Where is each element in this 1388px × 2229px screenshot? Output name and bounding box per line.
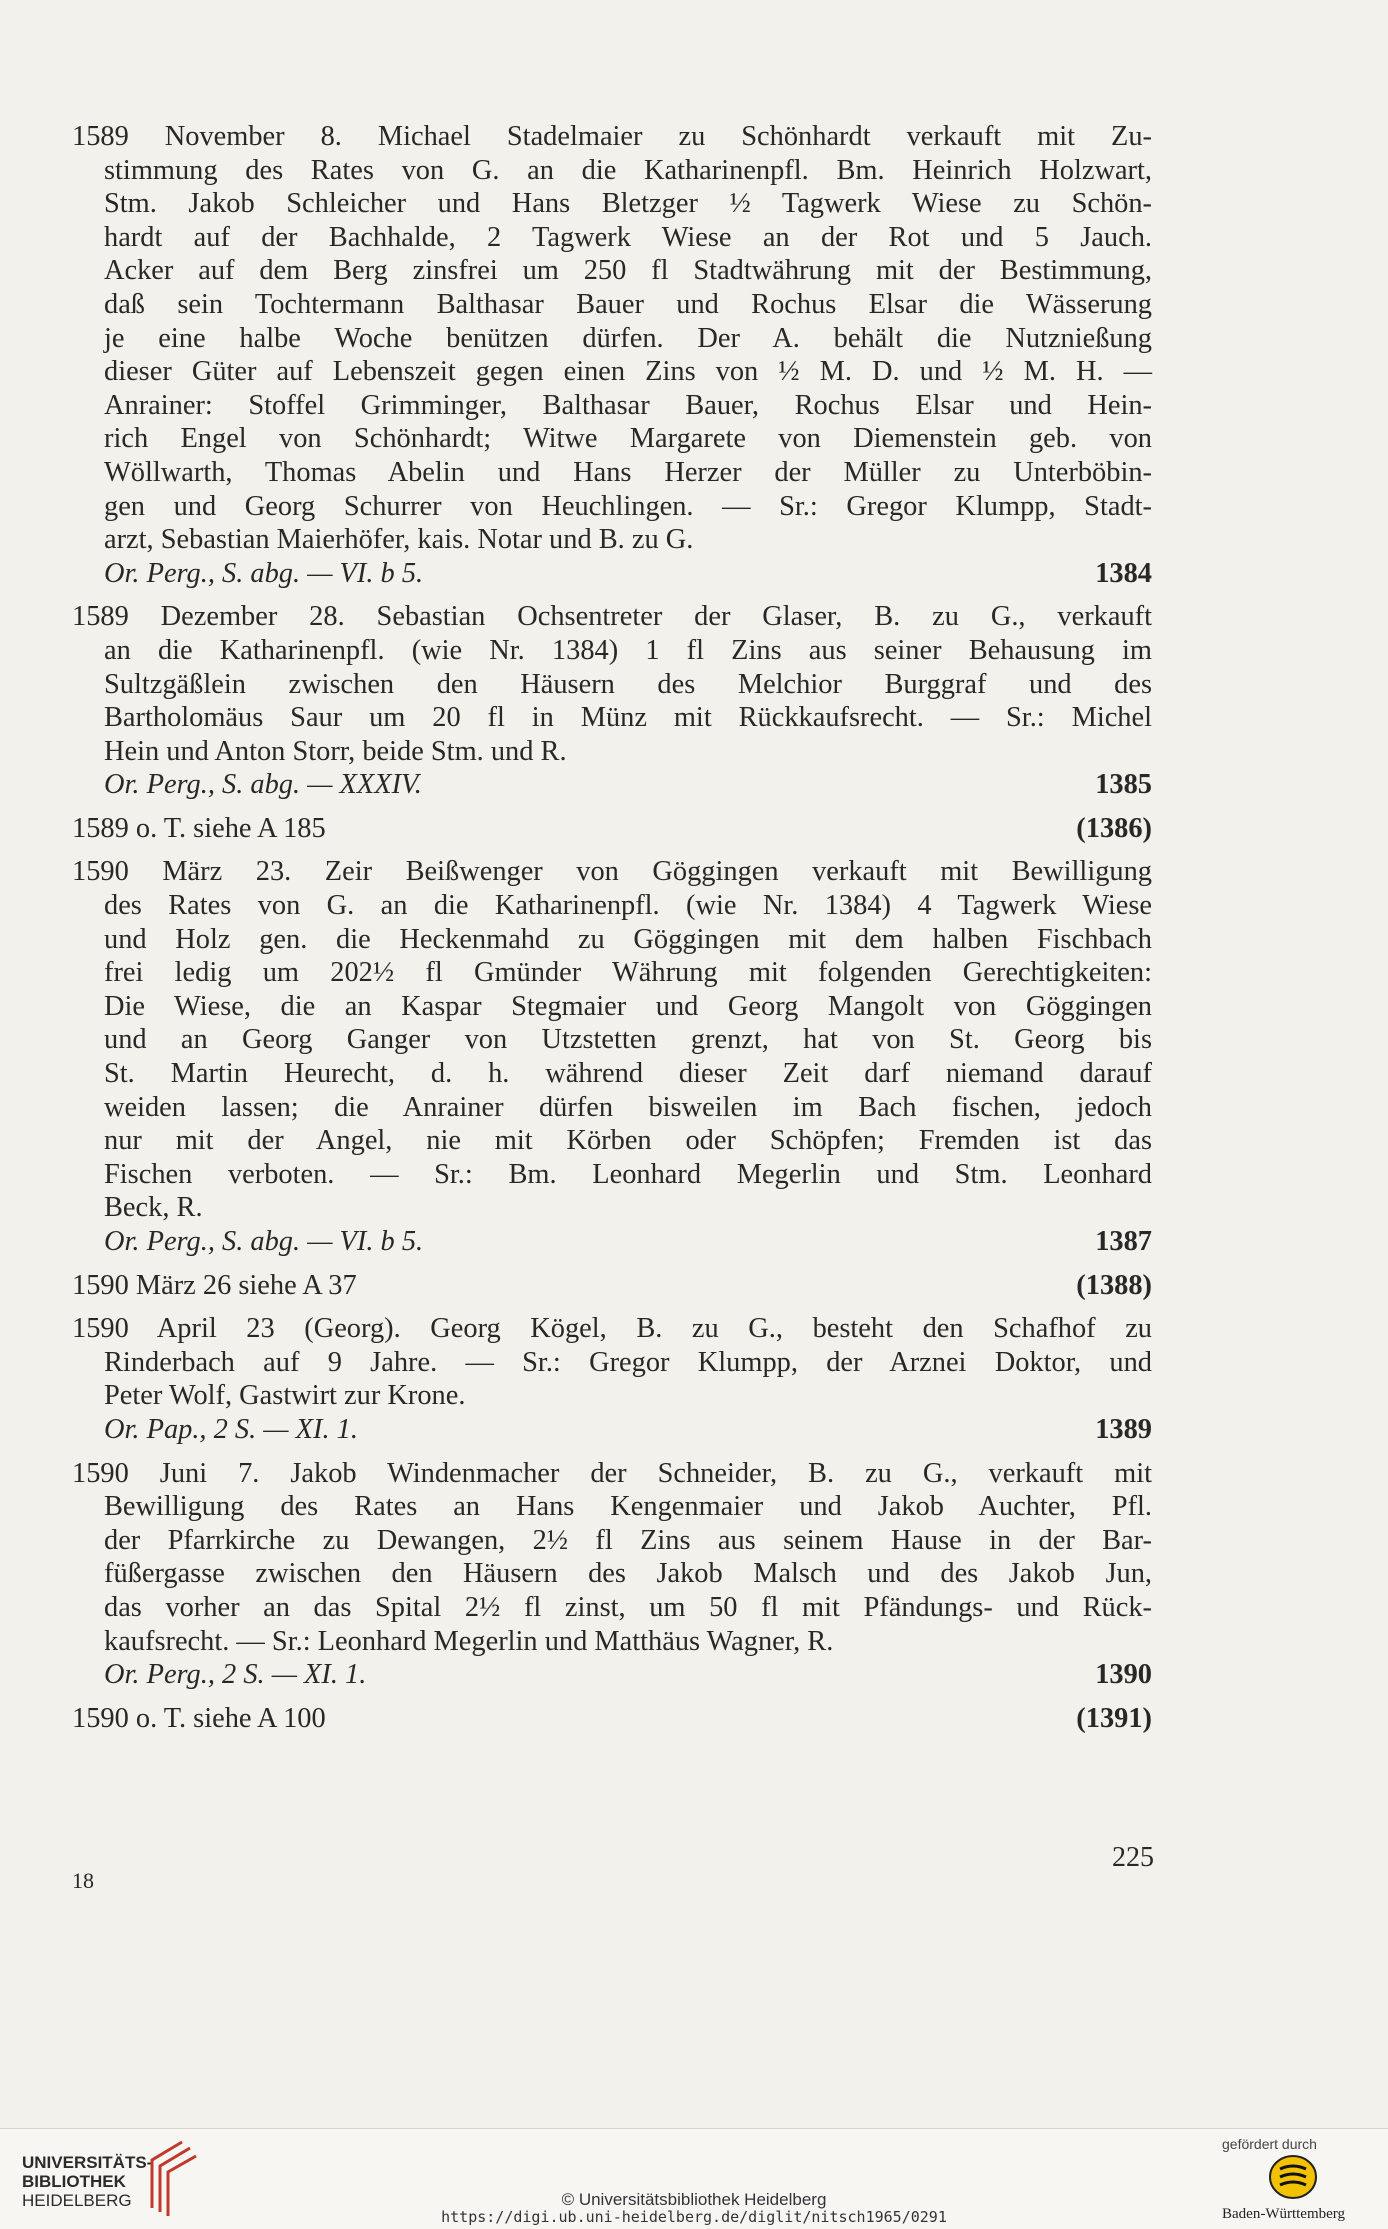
copyright-notice: © Universitätsbibliothek Heidelberg (561, 2190, 827, 2209)
register-entry (72, 600, 1152, 802)
entry-source: Or. Perg., S. abg. — VI. b 5. (104, 1226, 424, 1257)
entry-text-line: Acker auf dem Berg zinsfrei um 250 fl Stadtwährung mit der Bestimmung, (104, 255, 1152, 287)
entry-source: Or. Perg., 2 S. — XI. 1. (104, 1659, 367, 1691)
entry-text-line: rich Engel von Schönhardt; Witwe Margarete von Diemenstein geb. von (104, 423, 1152, 455)
entry-source: Or. Perg., S. abg. — VI. b 5. (104, 557, 424, 589)
entry-number: (1388) (1076, 1269, 1152, 1301)
baden-wuerttemberg-crest-icon[interactable] (1268, 2154, 1318, 2200)
signature-mark: 18 (72, 1868, 94, 1893)
entry-text-line: frei ledig um 202½ fl Gmünder Währung mit folgenden Gerechtigkeiten: (104, 957, 1152, 989)
entry-text-line: dieser Güter auf Lebenszeit gegen einen Zins von ½ M. D. und ½ M. H. — (104, 356, 1152, 388)
register-entry (72, 1269, 1152, 1303)
register-entry (72, 120, 1152, 590)
entry-heading-line: 1590 April 23 (Georg). Georg Kögel, B. zu G., besteht den Schafhof zu (72, 1313, 1152, 1345)
library-name-line3: HEIDELBERG (22, 2191, 132, 2210)
entry-heading-line: 1589 Dezember 28. Sebastian Ochsentreter der Glaser, B. zu G., verkauft (72, 601, 1152, 633)
entry-text-line: Beck, R. (104, 1192, 203, 1224)
entry-number: (1386) (1076, 812, 1152, 844)
entry-text-line: und an Georg Ganger von Utzstetten grenzt, hat von St. Georg bis (104, 1024, 1152, 1056)
entry-text-line: Stm. Jakob Schleicher und Hans Bletzger ½ Tagwerk Wiese zu Schön- (104, 188, 1152, 220)
entry-text-line: hardt auf der Bachhalde, 2 Tagwerk Wiese an der Rot und 5 Jauch. (104, 221, 1152, 253)
page-number: 225 (1112, 1842, 1154, 1873)
entry-text-line: weiden lassen; die Anrainer dürfen bisweilen im Bach fischen, jedoch (104, 1091, 1152, 1123)
document-body (72, 120, 1152, 1745)
cross-reference-text: 1590 März 26 siehe A 37 (72, 1269, 357, 1301)
entry-text-line: des Rates von G. an die Katharinenpfl. (wie Nr. 1384) 4 Tagwerk Wiese (104, 890, 1152, 922)
entry-text-line: Rinderbach auf 9 Jahre. — Sr.: Gregor Klumpp, der Arznei Doktor, und (104, 1346, 1152, 1378)
entry-text-line: füßergasse zwischen den Häusern des Jakob Malsch und des Jakob Jun, (104, 1558, 1152, 1590)
entry-number: 1390 (1095, 1659, 1152, 1691)
entry-source-line (72, 1658, 1152, 1692)
entry-heading-line: 1589 November 8. Michael Stadelmaier zu Schönhardt verkauft mit Zu- (72, 121, 1152, 152)
register-entry (72, 812, 1152, 846)
entry-number: 1387 (1095, 1226, 1152, 1257)
entry-text-line: Hein und Anton Storr, beide Stm. und R. (104, 735, 567, 767)
entry-text-line: das vorher an das Spital 2½ fl zinst, um 50 fl mit Pfändungs- und Rück- (104, 1591, 1152, 1623)
entry-number: (1391) (1076, 1702, 1152, 1734)
entry-heading-line: 1590 Juni 7. Jakob Windenmacher der Schneider, B. zu G., verkauft mit (72, 1457, 1152, 1489)
entry-text-line: nur mit der Angel, nie mit Körben oder Schöpfen; Fremden ist das (104, 1125, 1152, 1157)
entry-text-line: kaufsrecht. — Sr.: Leonhard Megerlin und Matthäus Wagner, R. (104, 1625, 834, 1657)
register-entry (72, 1702, 1152, 1736)
entry-text-line: an die Katharinenpfl. (wie Nr. 1384) 1 fl Zins aus seiner Behausung im (104, 634, 1152, 666)
entry-text-line: daß sein Tochtermann Balthasar Bauer und Rochus Elsar die Wässerung (104, 288, 1152, 320)
entry-text-line: Bartholomäus Saur um 20 fl in Münz mit Rückkaufsrecht. — Sr.: Michel (104, 702, 1152, 734)
register-entry (72, 1457, 1152, 1692)
entry-text-line: stimmung des Rates von G. an die Katharinenpfl. Bm. Heinrich Holzwart, (104, 154, 1152, 186)
entry-text-line: arzt, Sebastian Maierhöfer, kais. Notar und B. zu G. (104, 524, 694, 556)
entry-number: 1385 (1095, 769, 1152, 801)
entry-source-line (72, 768, 1152, 802)
entry-source-line (72, 1225, 1152, 1259)
register-entry (72, 1312, 1152, 1446)
entry-text-line: St. Martin Heurecht, d. h. während dieser Zeit darf niemand darauf (104, 1058, 1152, 1090)
entry-text-line: der Pfarrkirche zu Dewangen, 2½ fl Zins aus seinem Hause in der Bar- (104, 1524, 1152, 1556)
funder-name: Baden-Württemberg (1222, 2206, 1346, 2222)
entry-source: Or. Pap., 2 S. — XI. 1. (104, 1413, 358, 1445)
cross-reference-text: 1590 o. T. siehe A 100 (72, 1702, 326, 1734)
library-name-line1: UNIVERSITÄTS- (22, 2153, 153, 2172)
entry-text-line: Wöllwarth, Thomas Abelin und Hans Herzer der Müller zu Unterböbin- (104, 456, 1152, 488)
cross-reference-line (72, 1269, 1152, 1303)
entry-source: Or. Perg., S. abg. — XXXIV. (104, 769, 422, 801)
entry-text-line: Fischen verboten. — Sr.: Bm. Leonhard Megerlin und Stm. Leonhard (104, 1158, 1152, 1190)
entry-number: 1384 (1095, 557, 1152, 589)
cross-reference-line (72, 812, 1152, 846)
register-entry (72, 855, 1152, 1258)
entry-text-line: Peter Wolf, Gastwirt zur Krone. (104, 1380, 466, 1412)
entry-heading-line: 1590 März 23. Zeir Beißwenger von Göggingen verkauft mit Bewilligung (72, 856, 1152, 888)
entry-text-line: Anrainer: Stoffel Grimminger, Balthasar Bauer, Rochus Elsar und Hein- (104, 389, 1152, 421)
funded-by-label: gefördert durch (1222, 2136, 1317, 2152)
entry-text-line: Bewilligung des Rates an Hans Kengenmaier und Jakob Auchter, Pfl. (104, 1491, 1152, 1523)
entry-text-line: und Holz gen. die Heckenmahd zu Göggingen mit dem halben Fischbach (104, 923, 1152, 955)
entry-text-line: Die Wiese, die an Kaspar Stegmaier und Georg Mangolt von Göggingen (104, 990, 1152, 1022)
entry-text-line: Sultzgäßlein zwischen den Häusern des Melchior Burggraf und des (104, 668, 1152, 700)
permalink-url[interactable]: https://digi.ub.uni-heidelberg.de/diglit/nitsch1965/0291 (441, 2208, 947, 2226)
entry-number: 1389 (1095, 1413, 1152, 1445)
entry-source-line (72, 1413, 1152, 1447)
cross-reference-line (72, 1702, 1152, 1736)
library-name-line2: BIBLIOTHEK (22, 2172, 126, 2191)
entry-text-line: gen und Georg Schurrer von Heuchlingen. — Sr.: Gregor Klumpp, Stadt- (104, 490, 1152, 522)
entry-source-line (72, 557, 1152, 591)
cross-reference-text: 1589 o. T. siehe A 185 (72, 812, 326, 844)
entry-text-line: je eine halbe Woche benützen dürfen. Der A. behält die Nutznießung (104, 322, 1152, 354)
